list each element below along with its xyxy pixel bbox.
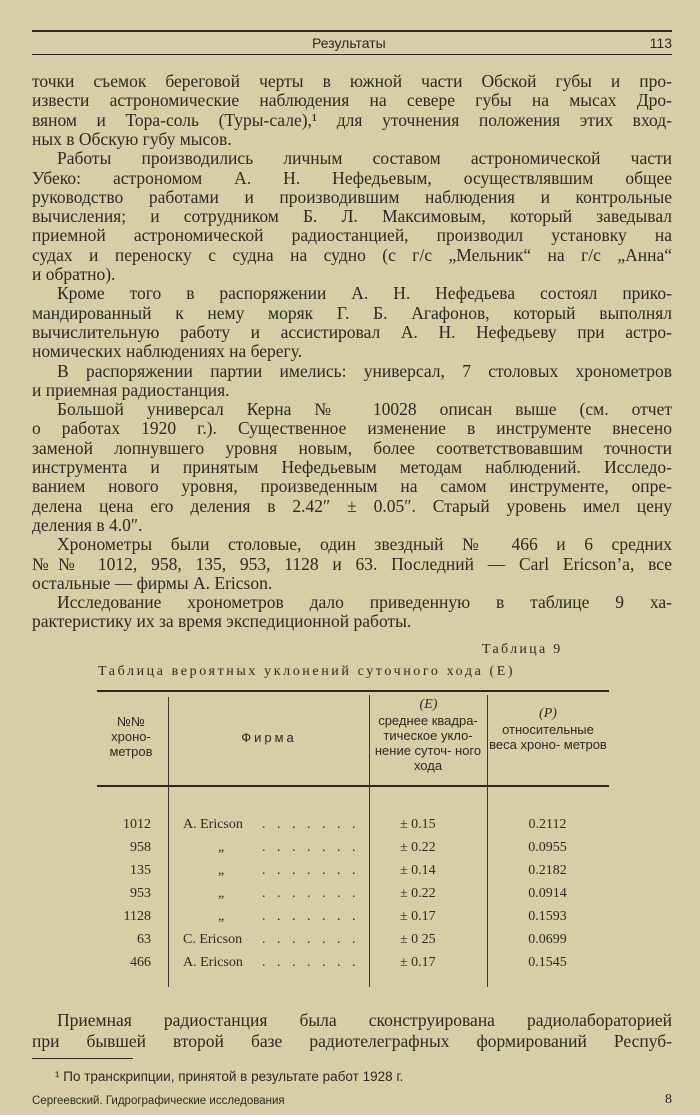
running-title: Результаты xyxy=(312,35,386,51)
text-line: точки съемок береговой черты в южной части Обской губы и про- xyxy=(32,71,672,91)
text-line: Убеко: астрономом А. Н. Нефедьевым, осуществлявшим общее xyxy=(32,167,672,188)
text-line: Исследование хронометров дало приведенную в таблице 9 ха- xyxy=(57,592,672,613)
text-line: Работы производились личным составом астрономической части xyxy=(57,148,672,169)
text-line: и приемная радиостанция. xyxy=(32,379,230,400)
row-firm: „ xyxy=(218,886,225,901)
footer-signature: Сергеевский. Гидрографические исследования xyxy=(32,1095,285,1107)
text-line: мандированный к нему моряк Г. Б. Агафонов, который выполнял xyxy=(32,302,672,323)
text-line: заменой лопнувшего уровня новым, более соответствовавшим точности xyxy=(32,437,672,458)
footnote: ¹ По транскрипции, принятой в результате работ 1928 г. xyxy=(55,1069,404,1084)
text-line: №№ 1012, 958, 135, 953, 1128 и 63. Последний — Carl Ericson’a, все xyxy=(32,553,672,574)
leader-dots: . . . . . . . xyxy=(262,932,360,947)
leader-dots: . . . . . . . xyxy=(262,863,360,878)
header-top-rule xyxy=(32,30,672,32)
header-error-symbol: (E) xyxy=(419,697,438,712)
text-line: при бывшей второй базе радиотелеграфных формирований Респуб- xyxy=(32,1030,672,1051)
footer-sheet-number: 8 xyxy=(665,1092,672,1107)
row-weight: 0.1545 xyxy=(528,955,567,970)
text-line: деления в 4.0″. xyxy=(32,514,143,535)
leader-dots: . . . . . . . xyxy=(262,817,360,832)
text-line: Приемная радиостанция была сконструирована радиолабораторией xyxy=(57,1010,672,1030)
text-line: Большой универсал Керна № 10028 описан выше (см. отчет xyxy=(57,399,672,420)
text-line: приемной астрономической радиостанцией, производил установку на xyxy=(32,225,672,246)
table-caption: Таблица вероятных уклонений суточного хода (E) xyxy=(98,664,516,679)
row-weight: 0.1593 xyxy=(528,909,567,924)
leader-dots: . . . . . . . xyxy=(262,909,360,924)
row-firm: „ xyxy=(218,840,225,855)
table-top-rule xyxy=(97,690,609,692)
header-bottom-rule xyxy=(32,54,672,55)
header-error: среднее квадра- тическое укло- нение суточ- ного хода xyxy=(374,713,482,773)
footnote-rule xyxy=(32,1058,133,1059)
row-error: ± 0.22 xyxy=(400,840,436,855)
row-firm: „ xyxy=(218,909,225,924)
text-line: руководство работами и производившим наблюдения и контрольные xyxy=(32,186,672,207)
row-weight: 0.0955 xyxy=(528,840,567,855)
row-firm: C. Ericson xyxy=(183,932,243,947)
row-weight: 0.2112 xyxy=(528,817,567,832)
row-number: 63 xyxy=(137,932,151,947)
header-number: №№ хроно- метров xyxy=(109,714,153,759)
row-number: 1012 xyxy=(123,817,151,832)
text-line: вяном и Тора-соль (Туры-сале),¹ для уточнения положения этих вход- xyxy=(32,109,672,130)
text-line: рактеристику их за время экспедиционной работы. xyxy=(32,611,412,632)
row-number: 466 xyxy=(130,955,151,970)
text-line: остальные — фирмы A. Ericson. xyxy=(32,572,273,593)
row-error: ± 0.17 xyxy=(400,909,436,924)
text-line: и обратно). xyxy=(32,264,116,284)
text-line: извести астрономические наблюдения на севере губы на мысах Дро- xyxy=(32,90,672,111)
row-firm: A. Ericson xyxy=(183,955,243,970)
row-number: 958 xyxy=(130,840,151,855)
text-line: ванием нового уровня, произведенным на самом инструменте, опре- xyxy=(32,476,672,497)
row-error: ± 0.14 xyxy=(400,863,436,878)
table-header-rule xyxy=(97,785,609,787)
leader-dots: . . . . . . . xyxy=(262,955,360,970)
row-weight: 0.0699 xyxy=(528,932,567,947)
text-line: вычислительную работу и ассистировал А. Н. Нефедьеву при астро- xyxy=(32,321,672,342)
row-number: 135 xyxy=(130,863,151,878)
text-line: инструмента и принятым Нефедьевым методам наблюдений. Исследо- xyxy=(32,457,672,477)
row-firm: „ xyxy=(218,863,225,878)
row-error: ± 0.15 xyxy=(400,817,436,832)
header-weight-symbol: (P) xyxy=(539,706,557,721)
text-line: Хронометры были столовые, один звездный № 466 и 6 средних xyxy=(57,534,672,555)
text-line: о работах 1920 г.). Существенное изменение в инструменте внесено xyxy=(32,418,672,439)
text-line: судах и переноску с судна на судно (с г/с „Мельник“ на г/с „Анна“ xyxy=(32,244,672,265)
text-line: делена цена его деления в 2.42″ ± 0.05″. Старый уровень имел цену xyxy=(32,495,672,516)
row-number: 1128 xyxy=(123,909,151,924)
text-line: Кроме того в распоряжении А. Н. Нефедьева состоял прико- xyxy=(57,283,672,304)
row-error: ± 0 25 xyxy=(400,932,436,947)
table-label: Таблица 9 xyxy=(482,642,563,657)
leader-dots: . . . . . . . xyxy=(262,886,360,901)
text-line: вычисления; и сотрудником Б. Л. Максимовым, который заведывал xyxy=(32,206,672,227)
text-line: В распоряжении партии имелись: универсал, 7 столовых хронометров xyxy=(57,360,672,381)
header-weight: относительные веса хроно- метров xyxy=(489,722,607,752)
col-divider xyxy=(168,697,169,987)
page-number: 113 xyxy=(649,35,672,51)
leader-dots: . . . . . . . xyxy=(262,840,360,855)
text-line: ных в Обскую губу мысов. xyxy=(32,128,232,149)
row-number: 953 xyxy=(130,886,151,901)
row-error: ± 0.22 xyxy=(400,886,436,901)
text-line: номических наблюдениях на берегу. xyxy=(32,341,303,362)
row-weight: 0.0914 xyxy=(528,886,567,901)
header-firm: Фирма xyxy=(241,730,297,745)
row-error: ± 0.17 xyxy=(400,955,436,970)
row-firm: A. Ericson xyxy=(183,817,243,832)
row-weight: 0.2182 xyxy=(528,863,567,878)
